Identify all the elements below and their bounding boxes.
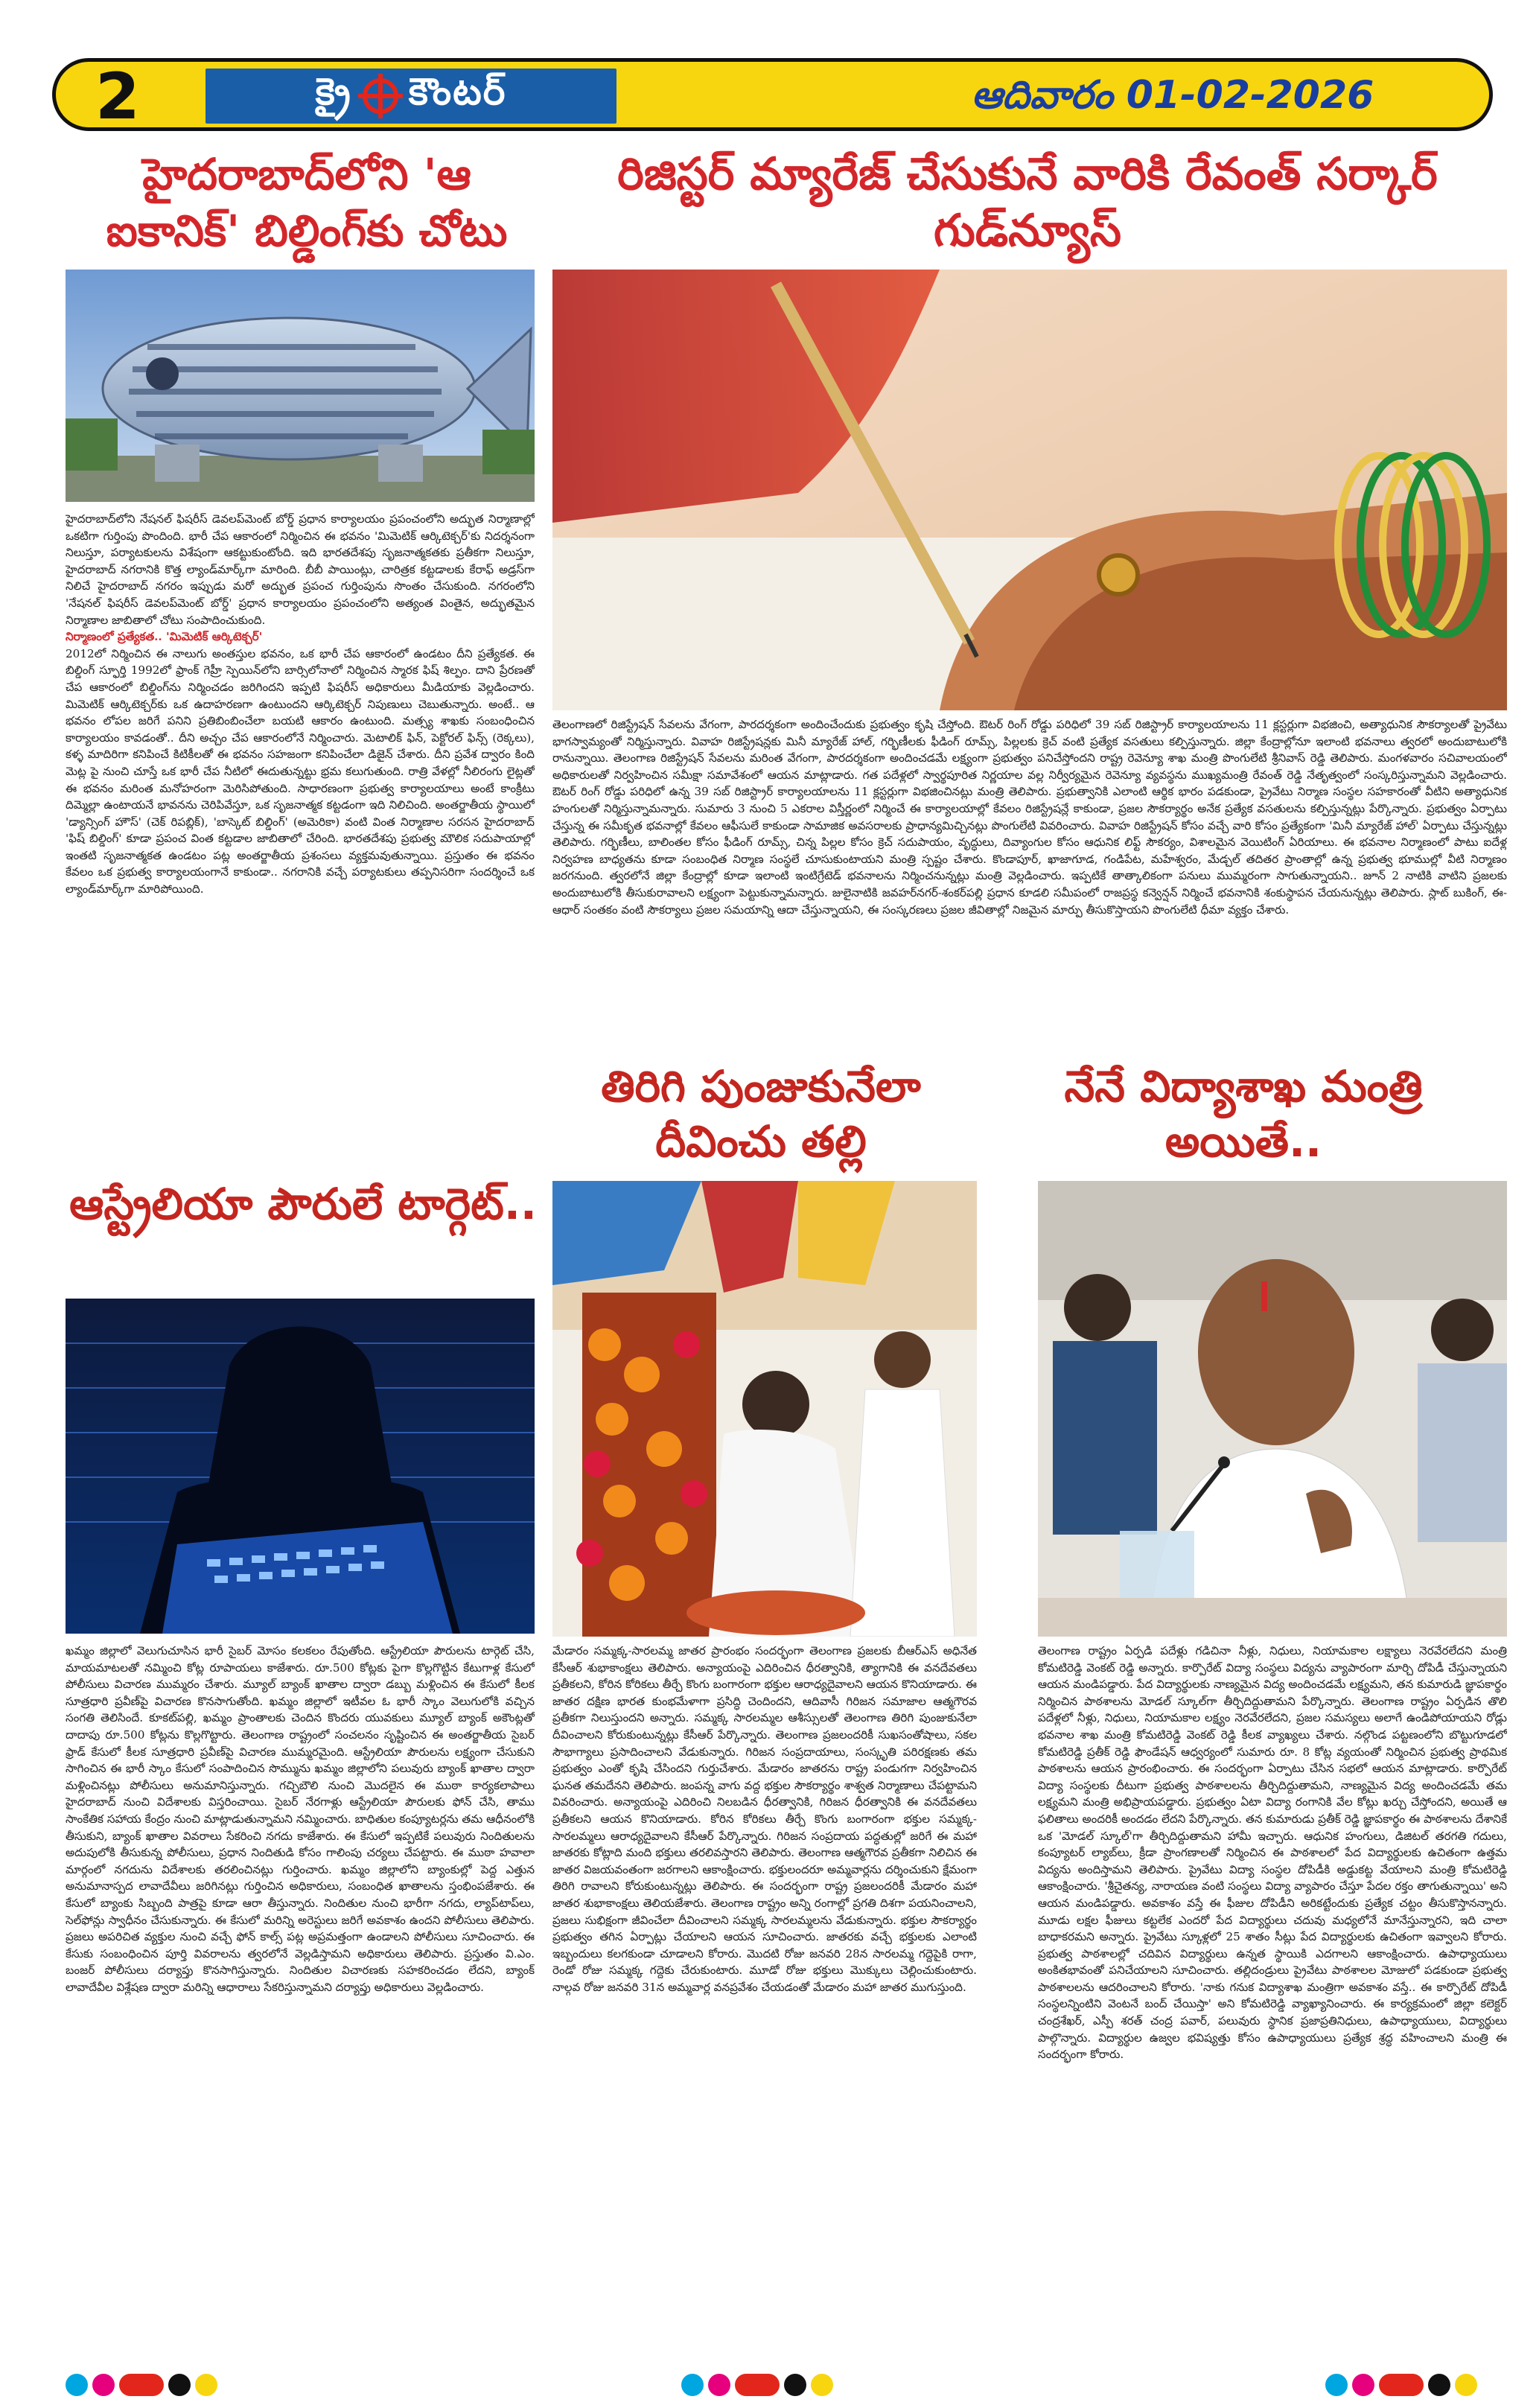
issue-date: ఆదివారం 01-02-2026 bbox=[971, 73, 1374, 118]
marriage-body: తెలంగాణలో రిజిస్ట్రేషన్ సేవలను వేగంగా, పారదర్శకంగా అందించేందుకు ప్రభుత్వం కృషి చేస్తోంది. ఔటర్ రింగ్ రోడ్డు పరిధిలో 39 సబ్ రిజిస్ట్రార్ కార్యాలయాలను 11 క్లస్టర్లుగా విభజించి, అత్యాధునిక సౌకర్యాలతో ప్రైవేటు భాగస్వామ్యంతో నిర్మిస్తున్నారు. వివాహ రిజిస్ట్రేషన్లకు మినీ మ్యారేజ్ హాల్, గర్భిణీలకు ఫీడింగ్ రూమ్స్, పిల్లలకు క్రెచ్ వంటి ప్రత్యేక వసతులు కల్పిస్తున్నారు. జిల్లా కేంద్రాల్లోనూ ఇలాంటి భవనాలు త్వరలో అందుబాటులోకి రానున్నాయి. తెలంగాణ రిజిస్ట్రేషన్ సేవలను మరింత వేగంగా, పారదర్శకంగా అందించడమే లక్ష్యంగా ప్రభుత్వం పనిచేస్తోందని రాష్ట్ర రెవెన్యూ శాఖ మంత్రి పొంగులేటి శ్రీనివాస్ రెడ్డి తెలిపారు. మంగళవారం సచివాలయంలో అధికారులతో నిర్వహించిన సమీక్షా సమావేశంలో ఆయన మాట్లాడారు. గత పదేళ్లలో స్వార్థపూరిత నిర్ణయాల వల్ల నిర్వీర్యమైన రెవెన్యూ వ్యవస్థను ముఖ్యమంత్రి రేవంత్ రెడ్డి నేతృత్వంలో సంస్కరిస్తున్నామని వెల్లడించారు. ఔటర్ రింగ్ రోడ్డు పరిధిలో ఉన్న 39 సబ్ రిజిస్ట్రార్ కార్యాలయాలను 11 క్లస్టర్లుగా విభజించినట్లు మంత్రి తెలిపారు. ప్రభుత్వానికి ఎలాంటి ఆర్థిక భారం పడకుండా, ప్రైవేటు నిర్మాణ సంస్థల సహకారంతో వీటిని అత్యాధునిక హంగులతో నిర్మిస్తున్నామన్నారు. సుమారు 3 నుంచి 5 ఎకరాల విస్తీర్ణంలో నిర్మించే ఈ కార్యాలయాల్లో కేవలం రిజిస్ట్రేషన్లే కాకుండా, ప్రజల సౌకర్యార్థం అనేక ప్రత్యేక వసతులను కల్పిస్తున్నట్లు పేర్కొన్నారు. ప్రభుత్వం ఏర్పాటు చేస్తున్న ఈ సమీకృత భవనాల్లో కేవలం ఆఫీసులే కాకుండా సామాజిక అవసరాలకు ప్రాధాన్యమిచ్చినట్లు పొంగులేటి వివరించారు. వివాహ రిజిస్ట్రేషన్ కోసం వచ్చే వారి కోసం ప్రత్యేకంగా 'మినీ మ్యారేజ్ హాల్' ఏర్పాటు చేస్తున్నట్లు తెలిపారు. గర్భిణీలు, బాలింతల కోసం ఫీడింగ్ రూమ్స్, చిన్న పిల్లల కోసం క్రెచ్ సదుపాయం, వృద్ధులు, దివ్యాంగుల కోసం ఆధునిక లిఫ్ట్ సౌకర్యం, విశాలమైన వెయిటింగ్ ఏరియాలు. ఈ భవనాల నిర్మాణంలో పాటు ఐదేళ్ల నిర్వహణ బాధ్యతను కూడా సంబంధిత నిర్మాణ సంస్థలే చూసుకుంటాయని మంత్రి స్పష్టం చేశారు. కొండాపూర్, ఖాజాగూడ, గండిపేట, మహేశ్వరం, మేడ్చల్ తదితర ప్రాంతాల్లో ఉన్న ప్రభుత్వ భూముల్లో వీటి నిర్మాణం జరగనుంది. త్వరలోనే జిల్లా కేంద్రాల్లో కూడా ఇలాంటి ఇంటిగ్రేటెడ్ భవనాలను నిర్మించనున్నట్లు మంత్రి వెల్లడించారు. ఇప్పటికే తాత్కాలికంగా పనులు ముమ్మరంగా సాగుతున్నాయని.. జూన్ 2 నాటికి వాటిని ప్రజలకు అందుబాటులోకి తీసుకురావాలని లక్ష్యంగా పెట్టుకున్నామన్నారు. జులైనాటికి జవహర్‌నగర్-శంకర్‌పల్లి ప్రధాన కూడలి సమీపంలో రాజప్రస్థ కన్వెన్షన్ నిర్మించే భవనానికి శంకుస్థాపన చేయనున్నట్లు తెలిపారు. స్లాట్ బుకింగ్, ఈ-ఆధార్ సంతకం వంటి సౌకర్యాలు ప్రజల సమయాన్ని ఆదా చేస్తున్నాయని, ఈ సంస్కరణలు ప్రజల జీవితాల్లో నిజమైన మార్పు తీసుకొస్తాయని పొంగులేటి ధీమా వ్యక్తం చేశారు. bbox=[552, 718, 1507, 917]
magenta-swatch bbox=[92, 2374, 115, 2396]
color-registration-strip-center bbox=[681, 2374, 833, 2396]
jatara-body: మేడారం సమ్మక్క-సారలమ్మ జాతర ప్రారంభం సందర్భంగా తెలంగాణ ప్రజలకు బీఆర్ఎస్ అధినేత కేసీఆర్ శుభాకాంక్షలు తెలిపారు. అన్యాయంపై ఎదిరించిన ధీరత్వానికి, త్యాగానికి ఈ వనదేవతలు ప్రతీకలని, కోరిన కోరికలు తీర్చే కొంగు బంగారంగా భక్తుల ఆరాధ్యదైవాలని ఆయన కొనియాడారు. ఈ జాతర దక్షిణ భారత కుంభమేళాగా ప్రసిద్ధి చెందిందని, ఆదివాసీ గిరిజన సమాజాల ఆత్మగౌరవ ప్రతీకగా నిలుస్తుందని అన్నారు. సమ్మక్క సారలమ్మల ఆశీస్సులతో తెలంగాణ తిరిగి పుంజుకునేలా దీవించాలని కోరుకుంటున్నట్లు కేసీఆర్ పేర్కొన్నారు. తెలంగాణ ప్రజలందరికీ సుఖసంతోషాలు, సకల సౌభాగ్యాలు ప్రసాదించాలని వేడుకున్నారు. గిరిజన సంప్రదాయాలు, సంస్కృతి పరిరక్షణకు తమ ప్రభుత్వం ఎంతో కృషి చేసిందని గుర్తుచేశారు. మేడారం జాతరను రాష్ట్ర పండుగగా నిర్వహించిన ఘనత తమదేనని తెలిపారు. జంపన్న వాగు వద్ద భక్తుల సౌకర్యార్థం శాశ్వత నిర్మాణాలు చేపట్టామని వివరించారు. అన్యాయంపై ఎదిరించి నిలబడిన ధీరత్వానికి, గిరిజన ధీరత్వానికి ఈ వనదేవతలు ప్రతీకలని ఆయన కొనియాడారు. కోరిన కోరికలు తీర్చే కొంగు బంగారంగా భక్తుల సమ్మక్క-సారలమ్మలు ఆరాధ్యదైవాలని కేసీఆర్ పేర్కొన్నారు. గిరిజన సంప్రదాయ పద్ధతుల్లో జరిగే ఈ మహా జాతరకు కోట్లాది మంది భక్తులు తరలివస్తారని తెలిపారు. తెలంగాణ ఆత్మగౌరవ ప్రతీకగా నిలిచిన ఈ జాతర విజయవంతంగా జరగాలని ఆకాంక్షించారు. భక్తులందరూ అమ్మవార్లను దర్శించుకుని క్షేమంగా తిరిగి రావాలని కోరుకుంటున్నట్లు తెలిపారు. ఈ సందర్భంగా రాష్ట్ర ప్రజలందరికీ మేడారం మహా జాతర శుభాకాంక్షలు తెలియజేశారు. తెలంగాణ రాష్ట్రం అన్ని రంగాల్లో ప్రగతి దిశగా పయనించాలని, ప్రజలు సుభిక్షంగా జీవించేలా దీవించాలని సమ్మక్క సారలమ్మలను వేడుకున్నారు. భక్తుల సౌకర్యార్థం ప్రభుత్వం తగిన ఏర్పాట్లు చేయాలని ఆయన సూచించారు. జాతరకు వచ్చే భక్తులకు ఎలాంటి ఇబ్బందులు కలగకుండా చూడాలని కోరారు. మొదటి రోజు జనవరి 28న సారలమ్మ గద్దెపైకి రాగా, రెండో రోజు సమ్మక్క గద్దెకు చేరుకుంటారు. మూడో రోజు భక్తులు మొక్కులు చెల్లించుకుంటారు. నాల్గవ రోజు జనవరి 31న అమ్మవార్ల వనప్రవేశం చేయడంతో మేడారం మహా జాతర ముగుస్తుంది. bbox=[552, 1644, 977, 1994]
australia-headline: ఆస్ట్రేలియా పౌరులే టార్గెట్.. bbox=[69, 1179, 537, 1229]
fish-building-para1: హైదరాబాద్‌లోని నేషనల్ ఫిషరీస్ డెవలప్‌మెంట్ బోర్డ్ ప్రధాన కార్యాలయం ప్రపంచంలోని అద్భుత నిర్మాణాల్లో ఒకటిగా గుర్తింపు పొందింది. భారీ చేప ఆకారంలో నిర్మించిన ఈ భవనం 'మిమెటిక్ ఆర్కిటెక్చర్'కు నిదర్శనంగా నిలుస్తూ, పర్యాటకులను విశేషంగా ఆకట్టుకుంటోంది. ఇది భారతదేశపు సృజనాత్మకతకు ప్రతీకగా నిలుస్తూ, హైదరాబాద్ నగరానికి కొత్త ల్యాండ్‌మార్క్‌గా మారింది. బీబీ పాయింట్లు, చారిత్రక కట్టడాలకు కేరాఫ్ అడ్రస్‌గా నిలిచే హైదరాబాద్ నగరం ఇప్పుడు మరో అద్భుత ప్రపంచ గుర్తింపును సొంతం చేసుకుంది. నగరంలోని 'నేషనల్ ఫిషరీస్ డెవలప్‌మెంట్ బోర్డ్' ప్రధాన కార్యాలయం ప్రపంచంలోని అత్యంత వింతైన, అద్భుతమైన నిర్మాణాల జాబితాలో చోటు సంపాదించుకుంది. bbox=[66, 512, 535, 627]
fish-building-para2: 2012లో నిర్మించిన ఈ నాలుగు అంతస్తుల భవనం, ఒక భారీ చేప ఆకారంలో ఉండటం దీని ప్రత్యేకత. ఈ బిల్డింగ్ స్ఫూర్తి 1992లో ఫ్రాంక్ గెహ్రీ స్పెయిన్‌లోని బార్సిలోనాలో నిర్మించిన స్మారక ఫిష్ శిల్పం. దాని ప్రేరణతో చేప ఆకారంలో బిల్డింగ్‌ను నిర్మించడం జరిగిందని ఇప్పటి ఫిషరీస్ అధికారులు మీడియాకు వెల్లడించారు. మిమెటిక్ ఆర్కిటెక్చర్‌కు ఒక ఉదాహరణగా ఉంటుందని ఆర్కిటెక్చర్ నిపుణులు చెబుతున్నారు. అంటే.. ఆ భవనం లోపల జరిగే పనిని ప్రతిబింబించేలా బయటి ఆకారం ఉంటుంది. మత్స్య శాఖకు సంబంధించిన కార్యాలయం కావడంతో.. దీని అచ్చం చేప ఆకారంలోనే నిర్మించారు. మెటాలిక్ ఫిన్, పెక్టోరల్ ఫిన్స్ (రెక్కలు), కళ్ళ మాదిరిగా కనిపించే కిటికీలతో ఈ భవనం సహజంగా కనిపించేలా డిజైన్ చేశారు. దీని ప్రవేశ ద్వారం కింది మెట్ల పై నుంచి చూస్తే ఒక భారీ చేప నీటిలో ఈదుతున్నట్టు భ్రమ కలుగుతుంది. రాత్రి వేళల్లో నీలిరంగు లైట్లతో ఈ భవనం మరింత మనోహరంగా మెరిసిపోతుంది. సాధారణంగా ప్రభుత్వ కార్యాలయాలు అంటే కాంక్రీటు దిమ్మెల్లా ఉంటాయనే భావనను చెరిపివేస్తూ, ఒక సృజనాత్మక కట్టడంగా ఇది నిలిచింది. అంతర్జాతీయ స్థాయిలో 'డ్యాన్సింగ్ హౌస్' (చెక్ రిపబ్లిక్), 'బాస్కెట్ బిల్డింగ్' (అమెరికా) వంటి వింత నిర్మాణాల సరసన హైదరాబాద్ 'ఫిష్ బిల్డింగ్' కూడా ప్రపంచ వింత కట్టడాల జాబితాలో చేరింది. భారతదేశపు ప్రభుత్వ మౌలిక సదుపాయాల్లో ఇంతటి సృజనాత్మకత ఉండటం పట్ల అంతర్జాతీయ ప్రశంసలు వ్యక్తమవుతున్నాయి. ప్రస్తుతం ఈ భవనం కేవలం ఒక ప్రభుత్వ కార్యాలయంగానే కాకుండా.. నగరానికి వచ్చే పర్యాటకులు తప్పనిసరిగా సందర్శించే ఒక ల్యాండ్‌మార్క్‌గా మారిపోయింది. bbox=[66, 646, 535, 896]
cyan-swatch bbox=[681, 2374, 704, 2396]
fish-building-photo bbox=[66, 270, 535, 502]
yellow-swatch bbox=[811, 2374, 833, 2396]
color-registration-strip-right bbox=[1325, 2374, 1477, 2396]
education-headline: నేనే విద్యాశాఖ మంత్రి అయితే.. bbox=[1064, 1061, 1423, 1167]
red-swatch bbox=[1379, 2374, 1424, 2396]
fish-building-headline: హైదరాబాద్‌లోని 'ఆ ఐకానిక్' బిల్డింగ్‌కు చోటు bbox=[106, 149, 508, 256]
logo-text-left: క్రై bbox=[315, 69, 352, 113]
page-number: 2 bbox=[95, 60, 140, 134]
marriage-register-photo bbox=[552, 270, 1507, 710]
yellow-swatch bbox=[1455, 2374, 1477, 2396]
black-swatch bbox=[1428, 2374, 1450, 2396]
minister-photo bbox=[1038, 1181, 1507, 1637]
red-swatch bbox=[119, 2374, 164, 2396]
logo-text-right: కౌంటర్ bbox=[408, 69, 507, 113]
education-body: తెలంగాణ రాష్ట్రం ఏర్పడి పదేళ్లు గడిచినా నీళ్లు, నిధులు, నియామకాల లక్ష్యాలు నెరవేరలేదని మంత్రి కోమటిరెడ్డి వెంకట్ రెడ్డి అన్నారు. కార్పొరేట్ విద్యా సంస్థలు విద్యను వ్యాపారంగా మార్చి దోపిడీ చేస్తున్నాయని ఆయన మండిపడ్డారు. పేద విద్యార్థులకు నాణ్యమైన విద్య అందించడమే లక్ష్యమని, తన కుమారుడి జ్ఞాపకార్థం నిర్మించిన పాఠశాలను మోడల్ స్కూల్‌గా తీర్చిదిద్దుతామని పేర్కొన్నారు. తెలంగాణ రాష్ట్రం ఏర్పడిన తొలి పదేళ్లలో నీళ్లు, నిధులు, నియామకాల లక్ష్యం నెరవేరలేదని, ప్రజల సమస్యలు అలాగే ఉండిపోయాయని రోడ్లు భవనాల శాఖ మంత్రి కోమటిరెడ్డి వెంకట్ రెడ్డి కీలక వ్యాఖ్యలు చేశారు. నల్గొండ పట్టణంలోని బొట్టుగూడలో కోమటిరెడ్డి ప్రతీక్ రెడ్డి ఫౌండేషన్ ఆధ్వర్యంలో సుమారు రూ. 8 కోట్ల వ్యయంతో నిర్మించిన ప్రభుత్వ ప్రాథమిక పాఠశాలను ఆయన ప్రారంభించారు. ఈ సందర్భంగా ఏర్పాటు చేసిన సభలో ఆయన మాట్లాడారు. కార్పొరేట్ విద్యా సంస్థలకు దీటుగా ప్రభుత్వ పాఠశాలలను తీర్చిదిద్దుతామని, నాణ్యమైన విద్య అందించడమే తమ లక్ష్యమని మంత్రి అభిప్రాయపడ్డారు. ప్రభుత్వం ఏటా విద్యా రంగానికి వేల కోట్లు ఖర్చు చేస్తోందని, అయితే ఆ ఫలితాలు అందరికీ అందడం లేదని పేర్కొన్నారు. తన కుమారుడు ప్రతీక్ రెడ్డి జ్ఞాపకార్థం ఈ పాఠశాలను దేశానికే ఒక 'మోడల్ స్కూల్'గా తీర్చిదిద్దుతామని హామీ ఇచ్చారు. ఆధునిక హంగులు, డిజిటల్ తరగతి గదులు, కంప్యూటర్ ల్యాబ్‌లు, క్రీడా ప్రాంగణాలతో నిర్మించిన ఈ పాఠశాలలో పేద విద్యార్థులకు ఉచితంగా ఉత్తమ విద్యను అందిస్తామని తెలిపారు. ప్రైవేటు విద్యా సంస్థల దోపిడీకి అడ్డుకట్ట వేయాలని మంత్రి కోమటిరెడ్డి ఆకాంక్షించారు. 'శ్రీచైతన్య, నారాయణ వంటి సంస్థలు విద్యా వ్యాపారం చేస్తూ పేదల రక్తం తాగుతున్నాయి' అని ఆయన మండిపడ్డారు. అవకాశం వస్తే ఈ ఫీజుల దోపిడీని అరికట్టేందుకు ప్రత్యేక చట్టం తీసుకొస్తానన్నారు. మూడు లక్షల ఫీజులు కట్టలేక ఎందరో పేద విద్యార్థులు చదువు మధ్యలోనే మానేస్తున్నారని, ఇది చాలా బాధాకరమని అన్నారు. ప్రైవేటు స్కూళ్లలో 25 శాతం సీట్లు పేద విద్యార్థులకు ఉచితంగా ఇవ్వాలని కోరారు. ప్రభుత్వ పాఠశాలల్లో చదివిన విద్యార్థులు ఉన్నత స్థాయికి ఎదగాలని ఆకాంక్షించారు. ఉపాధ్యాయులు అంకితభావంతో పనిచేయాలని సూచించారు. తల్లిదండ్రులు ప్రైవేటు పాఠశాలల మోజులో పడకుండా ప్రభుత్వ పాఠశాలలను ఆదరించాలని కోరారు. 'నాకు గనుక విద్యాశాఖ మంత్రిగా అవకాశం వస్తే.. ఈ కార్పొరేట్ దోపిడీ సంస్థలన్నింటిని వెంటనే బంద్ చేయిస్తా' అని కోమటిరెడ్డి వ్యాఖ్యానించారు. ఈ కార్యక్రమంలో జిల్లా కలెక్టర్ చంద్రశేఖర్, ఎస్పీ శరత్ చంద్ర పవార్, పలువురు స్థానిక ప్రజాప్రతినిధులు, ఉపాధ్యాయులు, విద్యార్థులు పాల్గొన్నారు. విద్యార్థుల ఉజ్వల భవిష్యత్తు కోసం ఉపాధ్యాయులు ప్రత్యేక శ్రద్ధ వహించాలని మంత్రి ఈ సందర్భంగా కోరారు. bbox=[1038, 1644, 1507, 2062]
magenta-swatch bbox=[1352, 2374, 1374, 2396]
yellow-swatch bbox=[195, 2374, 217, 2396]
jatara-headline: తిరిగి పుంజుకునేలా దీవించు తల్లి bbox=[601, 1061, 921, 1167]
black-swatch bbox=[168, 2374, 191, 2396]
cyan-swatch bbox=[66, 2374, 88, 2396]
fish-building-subhead: నిర్మాణంలో ప్రత్యేకత.. 'మిమెటిక్ ఆర్కిటెక్చర్' bbox=[66, 630, 263, 644]
color-registration-strip-left bbox=[66, 2374, 217, 2396]
jatara-photo bbox=[552, 1181, 977, 1637]
magenta-swatch bbox=[708, 2374, 730, 2396]
black-swatch bbox=[784, 2374, 806, 2396]
newspaper-logo bbox=[203, 66, 619, 127]
fish-building-body bbox=[66, 511, 535, 1166]
marriage-headline: రిజిస్టర్ మ్యారేజ్ చేసుకునే వారికి రేవంత్ సర్కార్ గుడ్‌న్యూస్ bbox=[617, 148, 1438, 257]
australia-body: ఖమ్మం జిల్లాలో వెలుగుచూసిన భారీ సైబర్ మోసం కలకలం రేపుతోంది. ఆస్ట్రేలియా పౌరులను టార్గెట్ చేసి, మాయమాటలతో నమ్మించి కోట్ల రూపాయలు కాజేశారు. రూ.500 కోట్లకు పైగా కొల్లగొట్టిన కేటుగాళ్ల కేసులో పోలీసులు విచారణ ముమ్మరం చేశారు. మ్యూల్ బ్యాంక్ ఖాతాల ద్వారా డబ్బు మళ్లించిన ఈ కేసులో కీలక సూత్రధారి ప్రవీణ్‌పై విచారణ కొనసాగుతోంది. ఖమ్మం జిల్లాలో ఇటీవల ఓ భారీ స్కాం వెలుగులోకి వచ్చిన సంగతి తెలిసిందే. కూకట్‌పల్లి, ఖమ్మం ప్రాంతాలకు చెందిన కొందరు యువకులు మ్యూల్ బ్యాంక్ అకౌంట్లతో దాదాపు రూ.500 కోట్లను కొల్లగొట్టారు. తెలంగాణ రాష్ట్రంలో సంచలనం సృష్టించిన ఈ అంతర్జాతీయ సైబర్ ఫ్రాడ్ కేసులో కీలక సూత్రధారి ప్రవీణ్‌పై విచారణ ముమ్మరమైంది. ఆస్ట్రేలియా పౌరులను లక్ష్యంగా చేసుకుని సాగించిన ఈ భారీ స్కాం కేసులో సంపాదించిన సొమ్మును ఖమ్మం జిల్లాలోని పలువురు బ్యాంక్ ఖాతాల ద్వారా మళ్లించినట్లు పోలీసులు అనుమానిస్తున్నారు. గచ్చిబౌలి నుంచి మొదలైన ఈ ముఠా కార్యకలాపాలు హైదరాబాద్ నుంచి విదేశాలకు విస్తరించాయి. సైబర్ నేరగాళ్లు ఆస్ట్రేలియా పౌరులకు ఫోన్ చేసి, తాము సాంకేతిక సహాయ కేంద్రం నుంచి మాట్లాడుతున్నామని నమ్మించారు. బాధితుల కంప్యూటర్లను తమ ఆధీనంలోకి తీసుకుని, బ్యాంక్ ఖాతాల వివరాలు సేకరించి నగదు కాజేశారు. ఈ కేసులో ఇప్పటికే పలువురు నిందితులను అదుపులోకి తీసుకున్న పోలీసులు, ప్రధాన నిందితుడి కోసం గాలింపు చర్యలు చేపట్టారు. ఈ ముఠా హవాలా మార్గంలో నగదును విదేశాలకు తరలించినట్లు గుర్తించారు. ఖమ్మం జిల్లాలోని బ్యాంకుల్లో పెద్ద ఎత్తున అనుమానాస్పద లావాదేవీలు జరిగినట్లు గుర్తించిన అధికారులు, సంబంధిత ఖాతాలను స్తంభింపజేశారు. ఈ కేసులో బ్యాంకు సిబ్బంది పాత్రపై కూడా ఆరా తీస్తున్నారు. నిందితుల నుంచి భారీగా నగదు, ల్యాప్‌టాప్‌లు, సెల్‌ఫోన్లు స్వాధీనం చేసుకున్నారు. ఈ కేసులో మరిన్ని అరెస్టులు జరిగే అవకాశం ఉందని పోలీసులు తెలిపారు. ప్రజలు అపరిచిత వ్యక్తుల నుంచి వచ్చే ఫోన్ కాల్స్ పట్ల అప్రమత్తంగా ఉండాలని పోలీసులు సూచించారు. ఈ కేసుకు సంబంధించిన పూర్తి వివరాలను త్వరలోనే వెల్లడిస్తామని అధికారులు తెలిపారు. ప్రస్తుతం వి.ఎం. బంజర్ పోలీసులు దర్యాప్తు కొనసాగిస్తున్నారు. నిందితుల విచారణకు సహకరించడం లేదని, బ్యాంక్ లావాదేవీల విశ్లేషణ ద్వారా మరిన్ని ఆధారాలు సేకరిస్తున్నామని దర్యాప్తు అధికారులు వెల్లడించారు. bbox=[66, 1644, 535, 1994]
hacker-photo bbox=[66, 1299, 535, 1634]
crosshair-icon bbox=[363, 78, 398, 114]
cyan-swatch bbox=[1325, 2374, 1348, 2396]
red-swatch bbox=[735, 2374, 780, 2396]
